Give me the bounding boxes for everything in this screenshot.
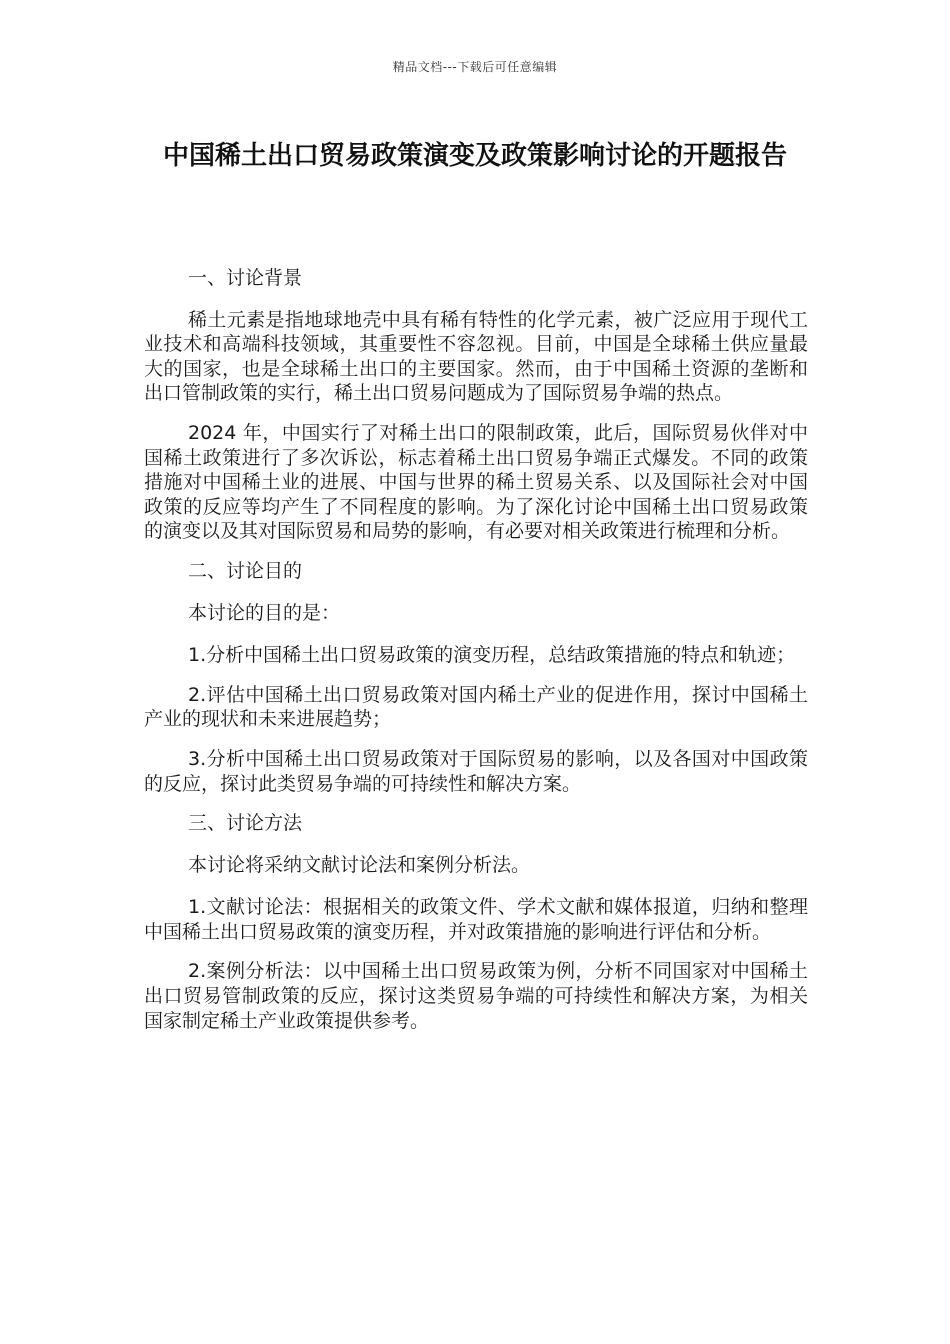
paragraph: 本讨论的目的是： <box>188 601 341 624</box>
list-item: 3.分析中国稀土出口贸易政策对于国际贸易的影响，以及各国对中国政策的反应，探讨此类贸易争端的可持续性和解决方案。 <box>144 747 808 795</box>
list-item: 1.分析中国稀土出口贸易政策的演变历程，总结政策措施的特点和轨迹； <box>188 644 796 667</box>
paragraph: 本讨论将采纳文献讨论法和案例分析法。 <box>188 853 531 876</box>
list-item: 2.评估中国稀土出口贸易政策对国内稀土产业的促进作用，探讨中国稀土产业的现状和未来进展趋势； <box>144 683 808 731</box>
section-heading-method: 三、讨论方法 <box>188 812 303 835</box>
list-item: 1.文献讨论法：根据相关的政策文件、学术文献和媒体报道，归纳和整理中国稀土出口贸易政策的演变历程，并对政策措施的影响进行评估和分析。 <box>144 896 808 943</box>
section-heading-purpose: 二、讨论目的 <box>188 559 303 582</box>
paragraph: 稀土元素是指地球地壳中具有稀有特性的化学元素，被广泛应用于现代工业技术和高端科技领域，其重要性不容忽视。目前，中国是全球稀土供应量最大的国家，也是全球稀土出口的主要国家。然而，由于中国稀土资源的垄断和出口管制政策的实行，稀土出口贸易问题成为了国际贸易争端的热点。 <box>144 308 808 405</box>
list-item: 2.案例分析法：以中国稀土出口贸易政策为例，分析不同国家对中国稀土出口贸易管制政策的反应，探讨这类贸易争端的可持续性和解决方案，为相关国家制定稀土产业政策提供参考。 <box>144 960 808 1032</box>
paragraph: 2024 年，中国实行了对稀土出口的限制政策，此后，国际贸易伙伴对中国稀土政策进行了多次诉讼，标志着稀土出口贸易争端正式爆发。不同的政策措施对中国稀土业的进展、中国与世界的稀土贸易关系、以及国际社会对中国政策的反应等均产生了不同程度的影响。为了深化讨论中国稀土出口贸易政策的演变以及其对国际贸易和局势的影响，有必要对相关政策进行梳理和分析。 <box>144 421 808 543</box>
document-body <box>144 266 808 1048</box>
section-heading-background: 一、讨论背景 <box>188 267 303 289</box>
page-title: 中国稀土出口贸易政策演变及政策影响讨论的开题报告 <box>162 141 787 171</box>
header-note: 精品文档---下载后可任意编辑 <box>392 60 558 74</box>
